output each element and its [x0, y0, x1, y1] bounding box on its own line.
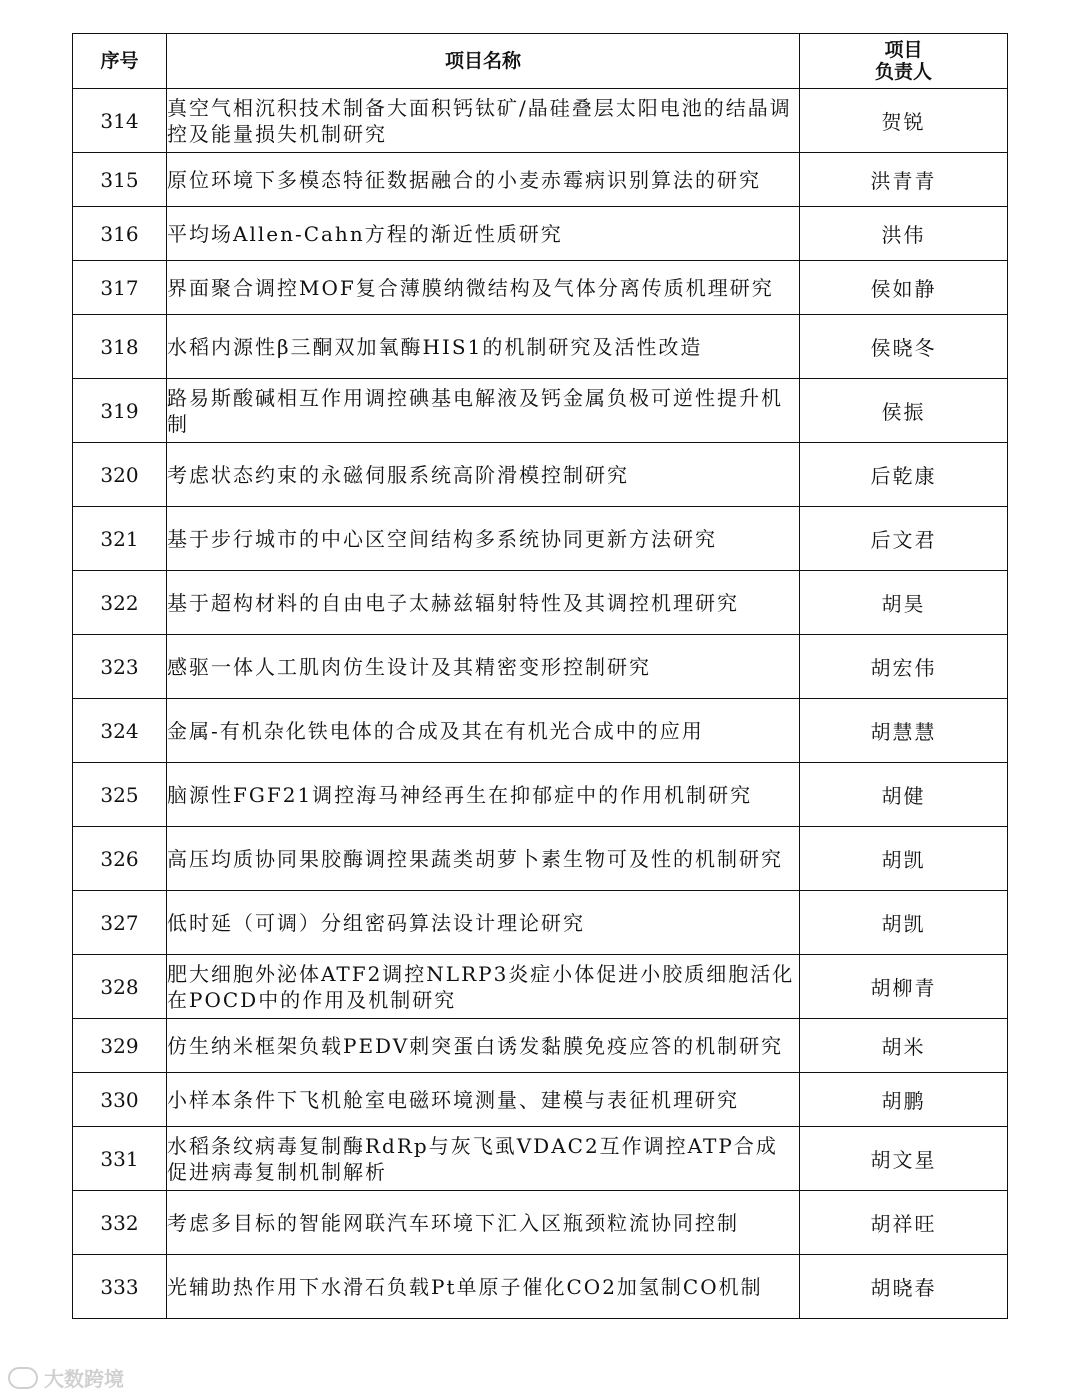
table-row	[73, 891, 1008, 955]
project-name: 小样本条件下飞机舱室电磁环境测量、建模与表征机理研究	[167, 1073, 800, 1127]
project-name: 肥大细胞外泌体ATF2调控NLRP3炎症小体促进小胶质细胞活化在POCD中的作用及机制研究	[167, 955, 800, 1019]
project-name: 界面聚合调控MOF复合薄膜纳微结构及气体分离传质机理研究	[167, 261, 800, 315]
header-no: 序号	[73, 34, 167, 89]
row-number: 320	[73, 443, 167, 507]
project-leader: 胡健	[800, 763, 1008, 827]
row-number: 321	[73, 507, 167, 571]
project-name: 路易斯酸碱相互作用调控碘基电解液及钙金属负极可逆性提升机制	[167, 379, 800, 443]
project-leader: 胡柳青	[800, 955, 1008, 1019]
row-number: 322	[73, 571, 167, 635]
table-row	[73, 955, 1008, 1019]
logo-icon	[8, 1367, 38, 1389]
project-leader: 胡昊	[800, 571, 1008, 635]
row-number: 329	[73, 1019, 167, 1073]
header-person	[800, 34, 1008, 89]
table-row	[73, 507, 1008, 571]
project-name: 考虑状态约束的永磁伺服系统高阶滑模控制研究	[167, 443, 800, 507]
table-body	[73, 89, 1008, 1319]
project-name: 原位环境下多模态特征数据融合的小麦赤霉病识别算法的研究	[167, 153, 800, 207]
project-name: 仿生纳米框架负载PEDV刺突蛋白诱发黏膜免疫应答的机制研究	[167, 1019, 800, 1073]
project-name: 基于步行城市的中心区空间结构多系统协同更新方法研究	[167, 507, 800, 571]
project-name: 水稻条纹病毒复制酶RdRp与灰飞虱VDAC2互作调控ATP合成促进病毒复制机制解析	[167, 1127, 800, 1191]
row-number: 323	[73, 635, 167, 699]
header-name: 项目名称	[167, 34, 800, 89]
project-name: 平均场Allen-Cahn方程的渐近性质研究	[167, 207, 800, 261]
project-leader: 胡文星	[800, 1127, 1008, 1191]
row-number: 326	[73, 827, 167, 891]
table-row	[73, 261, 1008, 315]
table-header-row	[73, 34, 1008, 89]
project-name: 真空气相沉积技术制备大面积钙钛矿/晶硅叠层太阳电池的结晶调控及能量损失机制研究	[167, 89, 800, 153]
row-number: 319	[73, 379, 167, 443]
project-leader: 后乾康	[800, 443, 1008, 507]
table-row	[73, 763, 1008, 827]
row-number: 333	[73, 1255, 167, 1319]
table-row	[73, 1255, 1008, 1319]
project-name: 高压均质协同果胶酶调控果蔬类胡萝卜素生物可及性的机制研究	[167, 827, 800, 891]
project-leader: 侯振	[800, 379, 1008, 443]
project-leader: 洪伟	[800, 207, 1008, 261]
project-name: 考虑多目标的智能网联汽车环境下汇入区瓶颈粒流协同控制	[167, 1191, 800, 1255]
row-number: 315	[73, 153, 167, 207]
table-row	[73, 635, 1008, 699]
project-leader: 胡祥旺	[800, 1191, 1008, 1255]
row-number: 325	[73, 763, 167, 827]
table-row	[73, 571, 1008, 635]
project-leader: 胡凯	[800, 891, 1008, 955]
table-row	[73, 443, 1008, 507]
row-number: 330	[73, 1073, 167, 1127]
row-number: 324	[73, 699, 167, 763]
row-number: 327	[73, 891, 167, 955]
project-name: 基于超构材料的自由电子太赫兹辐射特性及其调控机理研究	[167, 571, 800, 635]
project-leader: 后文君	[800, 507, 1008, 571]
project-leader: 胡鹏	[800, 1073, 1008, 1127]
project-name: 低时延（可调）分组密码算法设计理论研究	[167, 891, 800, 955]
table-row	[73, 153, 1008, 207]
row-number: 318	[73, 315, 167, 379]
table-row	[73, 1191, 1008, 1255]
project-leader: 侯晓冬	[800, 315, 1008, 379]
project-table	[72, 33, 1008, 1319]
table-row	[73, 827, 1008, 891]
table-row	[73, 1127, 1008, 1191]
table-row	[73, 1019, 1008, 1073]
row-number: 314	[73, 89, 167, 153]
row-number: 316	[73, 207, 167, 261]
project-leader: 胡凯	[800, 827, 1008, 891]
table-row	[73, 315, 1008, 379]
project-name: 光辅助热作用下水滑石负载Pt单原子催化CO2加氢制CO机制	[167, 1255, 800, 1319]
project-name: 脑源性FGF21调控海马神经再生在抑郁症中的作用机制研究	[167, 763, 800, 827]
table-row	[73, 207, 1008, 261]
row-number: 331	[73, 1127, 167, 1191]
table-row	[73, 89, 1008, 153]
watermark-text: 大数跨境	[44, 1367, 124, 1391]
watermark	[8, 1363, 124, 1392]
project-name: 水稻内源性β三酮双加氧酶HIS1的机制研究及活性改造	[167, 315, 800, 379]
table-row	[73, 699, 1008, 763]
project-leader: 胡米	[800, 1019, 1008, 1073]
header-person-line1: 项目	[884, 39, 923, 61]
project-leader: 洪青青	[800, 153, 1008, 207]
table-row	[73, 1073, 1008, 1127]
row-number: 328	[73, 955, 167, 1019]
table-row	[73, 379, 1008, 443]
project-leader: 贺锐	[800, 89, 1008, 153]
project-name: 金属-有机杂化铁电体的合成及其在有机光合成中的应用	[167, 699, 800, 763]
row-number: 317	[73, 261, 167, 315]
project-leader: 侯如静	[800, 261, 1008, 315]
project-leader: 胡晓春	[800, 1255, 1008, 1319]
project-name: 感驱一体人工肌肉仿生设计及其精密变形控制研究	[167, 635, 800, 699]
project-leader: 胡宏伟	[800, 635, 1008, 699]
project-leader: 胡慧慧	[800, 699, 1008, 763]
header-person-line2: 负责人	[874, 61, 932, 83]
row-number: 332	[73, 1191, 167, 1255]
